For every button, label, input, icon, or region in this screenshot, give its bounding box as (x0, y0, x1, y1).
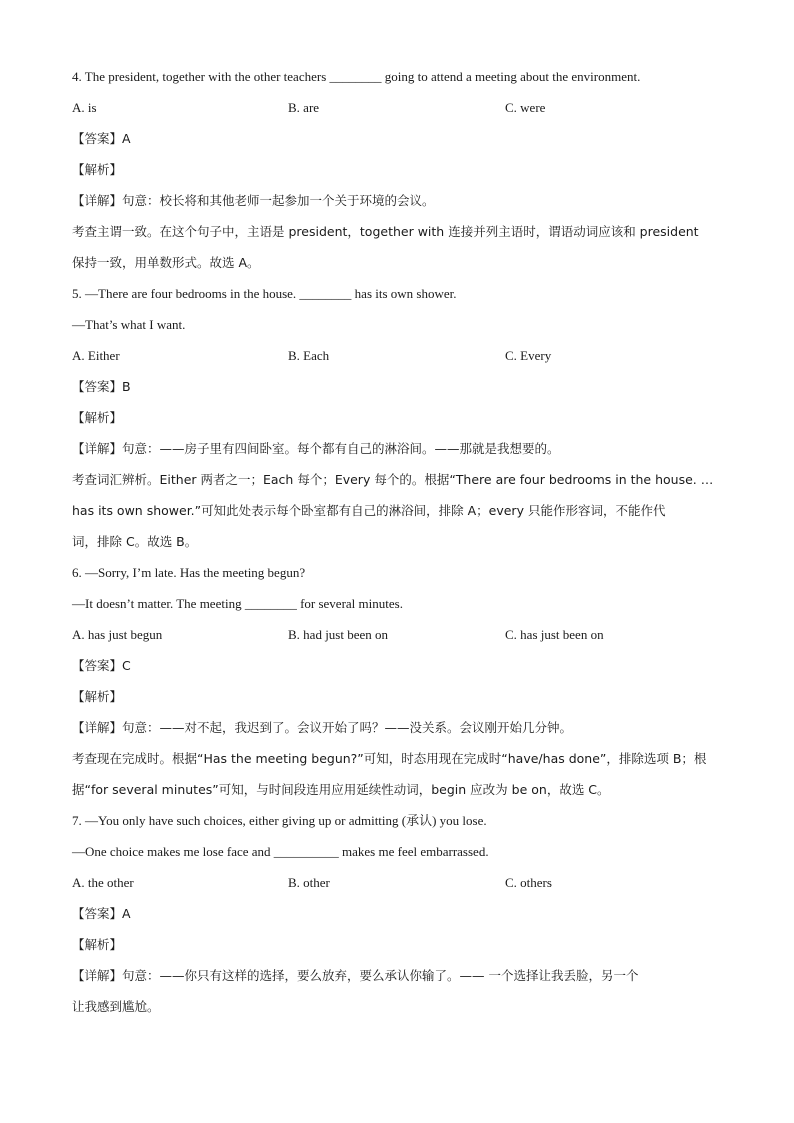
answer-option: B. other (288, 875, 330, 890)
answer-option: C. others (505, 875, 552, 890)
text-line: 6. —Sorry, I’m late. Has the meeting begun? (72, 565, 306, 580)
answer-option: B. are (288, 100, 320, 115)
text-line: 【解析】 (72, 162, 123, 177)
text-line: 【答案】A (72, 131, 131, 146)
text-line: 5. —There are four bedrooms in the house. ________ has its own shower. (72, 286, 457, 301)
text-line: 【解析】 (72, 689, 123, 704)
text-line: 保持一致，用单数形式。故选 A。 (72, 255, 260, 270)
text-line: 【答案】A (72, 906, 131, 921)
text-line: 【详解】句意：校长将和其他老师一起参加一个关于环境的会议。 (72, 193, 435, 208)
answer-option: B. Each (288, 348, 330, 363)
text-line: 【解析】 (72, 410, 123, 425)
answer-option: B. had just been on (288, 627, 389, 642)
text-line: has its own shower.”可知此处表示每个卧室都有自己的淋浴间，排除 A；every 只能作形容词，不能作代 (72, 503, 666, 518)
text-line: 4. The president, together with the other teachers ________ going to attend a meeting about the environment. (72, 69, 641, 84)
text-line: 词，排除 C。故选 B。 (72, 534, 198, 549)
text-line: 【详解】句意：——你只有这样的选择，要么放弃，要么承认你输了。—— 一个选择让我丢脸，另一个 (72, 968, 639, 983)
answer-option: A. has just begun (72, 627, 163, 642)
text-line: 【详解】句意：——房子里有四间卧室。每个都有自己的淋浴间。——那就是我想要的。 (72, 441, 560, 456)
text-line: 考查主谓一致。在这个句子中，主语是 president，together with 连接并列主语时，谓语动词应该和 president (72, 224, 699, 239)
answer-option: C. Every (505, 348, 552, 363)
text-line: —That’s what I want. (72, 317, 186, 332)
text-line: 【答案】B (72, 379, 131, 394)
answer-option: A. the other (72, 875, 134, 890)
text-line: 考查现在完成时。根据“Has the meeting begun?”可知，时态用现在完成时“have/has done”，排除选项 B；根 (72, 751, 707, 766)
text-line: 7. —You only have such choices, either giving up or admitting (承认) you lose. (72, 813, 487, 828)
answer-option: A. is (72, 100, 97, 115)
answer-option: C. were (505, 100, 546, 115)
text-line: 【详解】句意：——对不起，我迟到了。会议开始了吗？——没关系。会议刚开始几分钟。 (72, 720, 573, 735)
answer-option: C. has just been on (505, 627, 604, 642)
text-line: 【解析】 (72, 937, 123, 952)
text-line: —It doesn’t matter. The meeting ________ for several minutes. (72, 596, 403, 611)
text-line: —One choice makes me lose face and __________ makes me feel embarrassed. (72, 844, 489, 859)
text-line: 让我感到尴尬。 (72, 999, 160, 1014)
text-line: 据“for several minutes”可知，与时间段连用应用延续性动词，begin 应改为 be on，故选 C。 (72, 782, 610, 797)
text-line: 【答案】C (72, 658, 131, 673)
text-line: 考查词汇辨析。Either 两者之一；Each 每个；Every 每个的。根据“There are four bedrooms in the house. … (72, 472, 714, 487)
answer-option: A. Either (72, 348, 120, 363)
